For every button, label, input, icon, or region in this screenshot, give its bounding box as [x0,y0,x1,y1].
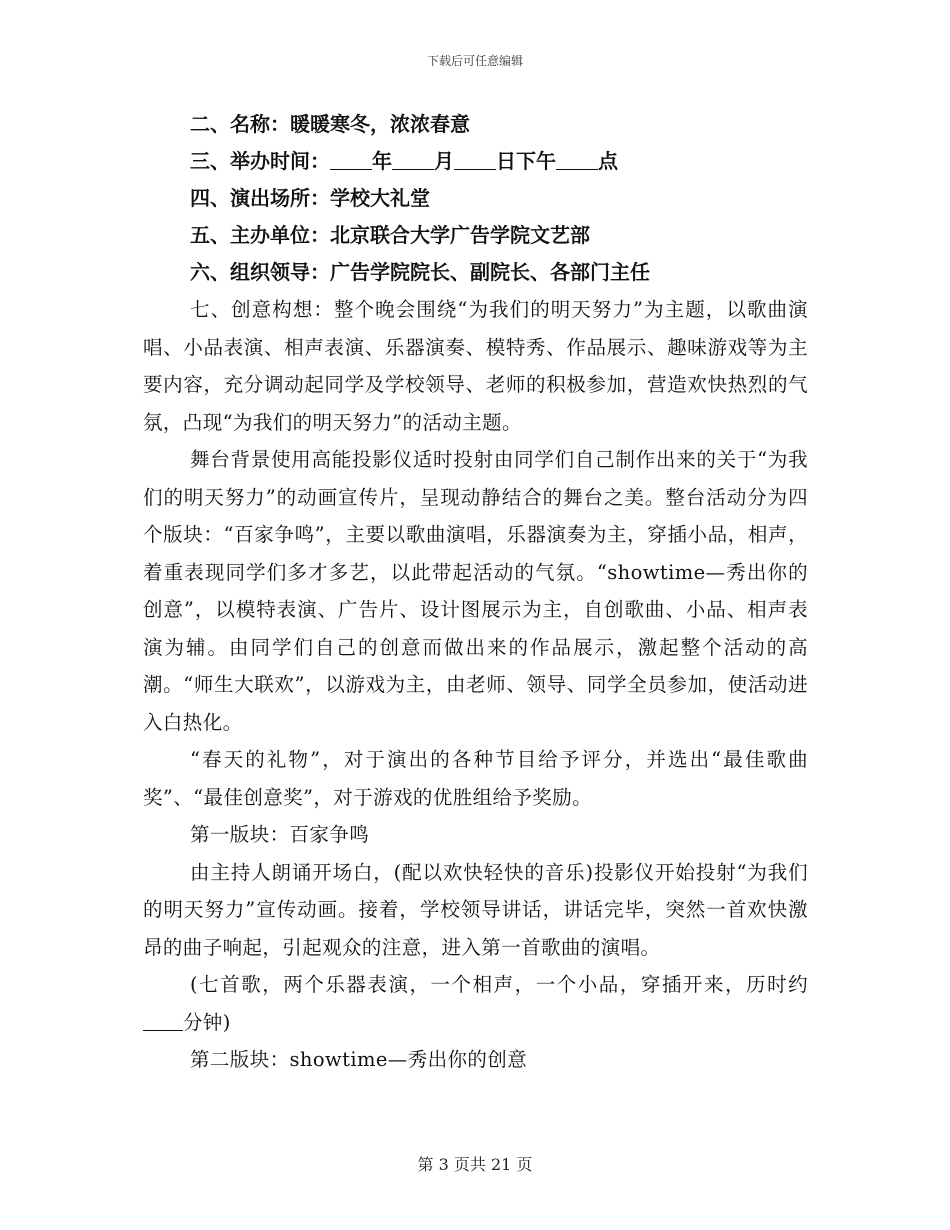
concept-paragraph: 七、创意构想：整个晚会围绕“为我们的明天努力”为主题，以歌曲演唱、小品表演、相声表演、乐器演奏、模特秀、作品展示、趣味游戏等为主要内容，充分调动起同学及学校领导、老师的积极参加，营造欢快热烈的气氛，凸现“为我们的明天努力”的活动主题。 [143,298,808,434]
month-blank [392,151,434,170]
section1-note [143,966,808,1041]
day-label: 日下午 [496,149,556,173]
leaders-line: 六、组织领导：广告学院院长、副院长、各部门主任 [190,260,650,284]
section2-title: 第二版块：showtime—秀出你的创意 [190,1048,528,1071]
hour-blank [556,151,598,170]
event-name-line: 二、名称：暖暖寒冬，浓浓春意 [190,112,470,136]
section1-body: 由主持人朗诵开场白，(配以欢快轻快的音乐)投影仪开始投射“为我们的明天努力”宣传动画。接着，学校领导讲话，讲话完毕，突然一首欢快激昂的曲子响起，引起观众的注意，进入第一首歌曲的演唱。 [143,860,808,959]
day-blank [454,151,496,170]
venue-line: 四、演出场所：学校大礼堂 [190,186,430,210]
section1-title: 第一版块：百家争鸣 [190,823,370,846]
minutes-blank [143,1012,183,1031]
year-blank [330,151,372,170]
year-label: 年 [372,149,392,173]
stage-paragraph: 舞台背景使用高能投影仪适时投射由同学们自己制作出来的关于“为我们的明天努力”的动画宣传片，呈现动静结合的舞台之美。整台活动分为四个版块：“百家争鸣”，主要以歌曲演唱，乐器演奏为主，穿插小品，相声，着重表现同学们多才多艺，以此带起活动的气氛。“showtime—秀出你的创意”，以模特表演、广告片、设计图展示为主，自创歌曲、小品、相声表演为辅。由同学们自己的创意而做出来的作品展示，激起整个活动的高潮。“师生大联欢”，以游戏为主，由老师、领导、同学全员参加，使活动进入白热化。 [143,448,808,734]
event-time-line [143,143,808,180]
section1-note-end: 分钟) [183,1010,231,1034]
host-line: 五、主办单位：北京联合大学广告学院文艺部 [190,223,590,247]
section1-note-text: (七首歌，两个乐器表演，一个相声，一个小品，穿插开来，历时约 [190,973,808,996]
time-label: 三、举办时间： [190,149,330,173]
gift-paragraph: “春天的礼物”，对于演出的各种节目给予评分，并选出“最佳歌曲奖”、“最佳创意奖”，对于游戏的优胜组给予奖励。 [143,748,808,809]
month-label: 月 [434,149,454,173]
document-body [143,106,808,1079]
page-number: 第 3 页共 21 页 [417,1155,533,1174]
hour-label: 点 [598,149,618,173]
page-header-note: 下载后可任意编辑 [426,54,523,68]
